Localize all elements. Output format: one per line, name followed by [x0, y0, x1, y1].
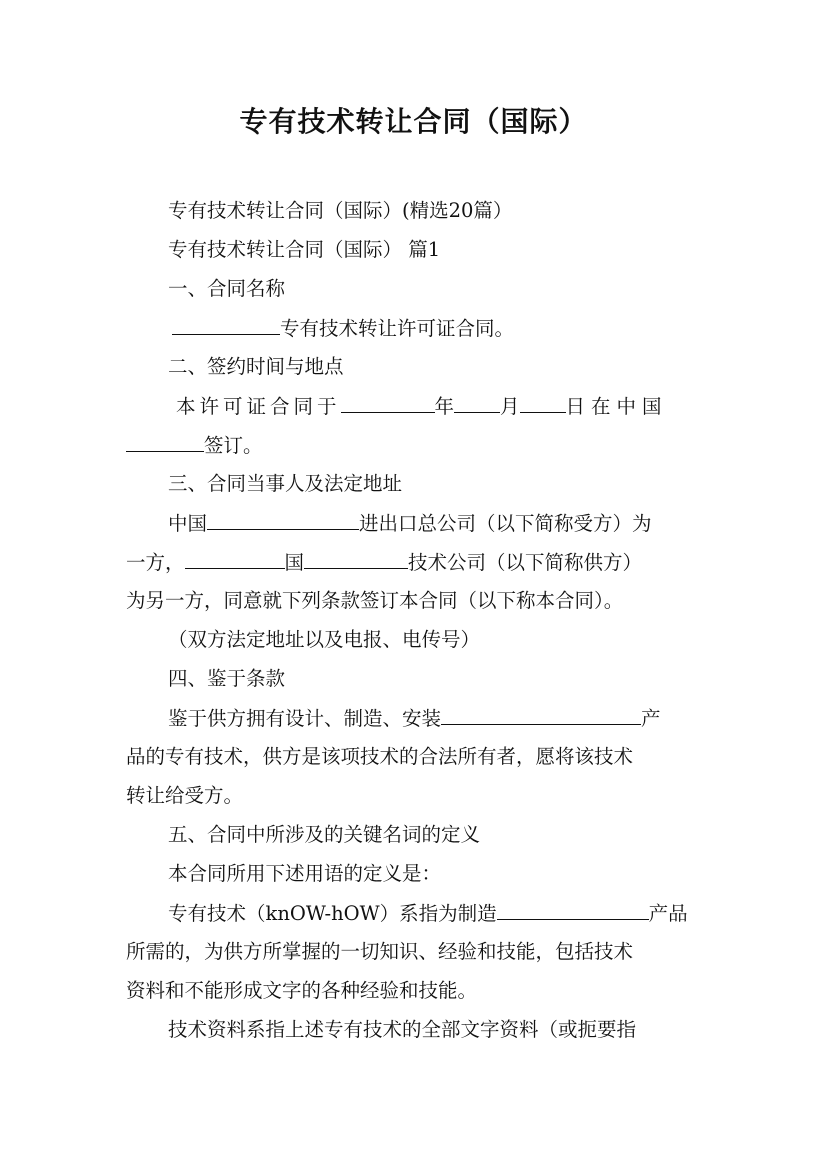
- paragraph-line: [176, 393, 668, 420]
- paragraph-line: 所需的，为供方所掌握的一切知识、经验和技能，包括技术: [126, 940, 634, 963]
- paragraph-line: 资料和不能形成文字的各种经验和技能。: [126, 979, 478, 1002]
- paragraph-text: 一方，: [126, 551, 185, 574]
- paragraph-line: [126, 549, 642, 576]
- section-heading: 专有技术转让合同（国际） 篇1: [168, 238, 441, 261]
- paragraph-text: 产: [641, 707, 661, 730]
- paragraph-text: 日在中国: [565, 395, 668, 418]
- blank-underline: [441, 705, 641, 725]
- paragraph-text: 产品: [648, 902, 688, 925]
- blank-underline: [207, 510, 359, 530]
- blank-underline: [172, 315, 280, 335]
- paragraph-line: 为另一方，同意就下列条款签订本合同（以下称本合同）。: [126, 589, 624, 612]
- clause-heading: 五、合同中所涉及的关键名词的定义: [168, 823, 481, 846]
- document-title: 专有技术转让合同（国际）: [239, 105, 588, 138]
- clause-heading: 四、鉴于条款: [168, 667, 286, 690]
- paragraph-text: 签订。: [204, 434, 263, 457]
- paragraph-line: 转让给受方。: [126, 784, 244, 807]
- blank-underline: [497, 900, 649, 920]
- paragraph-text: 本许可证合同于: [176, 395, 341, 418]
- paragraph-text: 鉴于供方拥有设计、制造、安装: [168, 707, 442, 730]
- paragraph-text: 技术公司（以下简称供方）: [408, 551, 643, 574]
- clause-heading: 二、签约时间与地点: [168, 355, 344, 378]
- paragraph-line: 品的专有技术，供方是该项技术的合法所有者，愿将该技术: [126, 745, 634, 768]
- paragraph-line: [172, 315, 514, 342]
- paragraph-line: [168, 510, 652, 537]
- subtitle-line: 专有技术转让合同（国际）(精选20篇）: [168, 199, 513, 222]
- clause-heading: 三、合同当事人及法定地址: [168, 472, 403, 495]
- paragraph-text: 中国: [168, 512, 208, 535]
- blank-underline: [454, 393, 500, 413]
- clause-heading: 一、合同名称: [168, 277, 286, 300]
- paragraph-text: 年: [434, 395, 455, 418]
- blank-underline: [126, 432, 204, 452]
- blank-underline: [304, 549, 408, 569]
- paragraph-line: （双方法定地址以及电报、电传号）: [168, 628, 481, 651]
- paragraph-line: 本合同所用下述用语的定义是：: [168, 862, 442, 885]
- blank-underline: [520, 393, 566, 413]
- paragraph-text: 国: [284, 551, 305, 574]
- paragraph-line: 技术资料系指上述专有技术的全部文字资料（或扼要指: [168, 1018, 637, 1041]
- paragraph-line: [126, 432, 263, 459]
- paragraph-line: [168, 705, 661, 732]
- paragraph-text: 月: [500, 395, 520, 418]
- blank-underline: [185, 549, 285, 569]
- paragraph-text: 进出口总公司（以下简称受方）为: [359, 512, 652, 535]
- paragraph-text: 专有技术转让许可证合同。: [280, 317, 515, 340]
- paragraph-line: [168, 900, 688, 927]
- paragraph-text: 专有技术（knOW-hOW）系指为制造: [168, 902, 497, 925]
- blank-underline: [341, 393, 435, 413]
